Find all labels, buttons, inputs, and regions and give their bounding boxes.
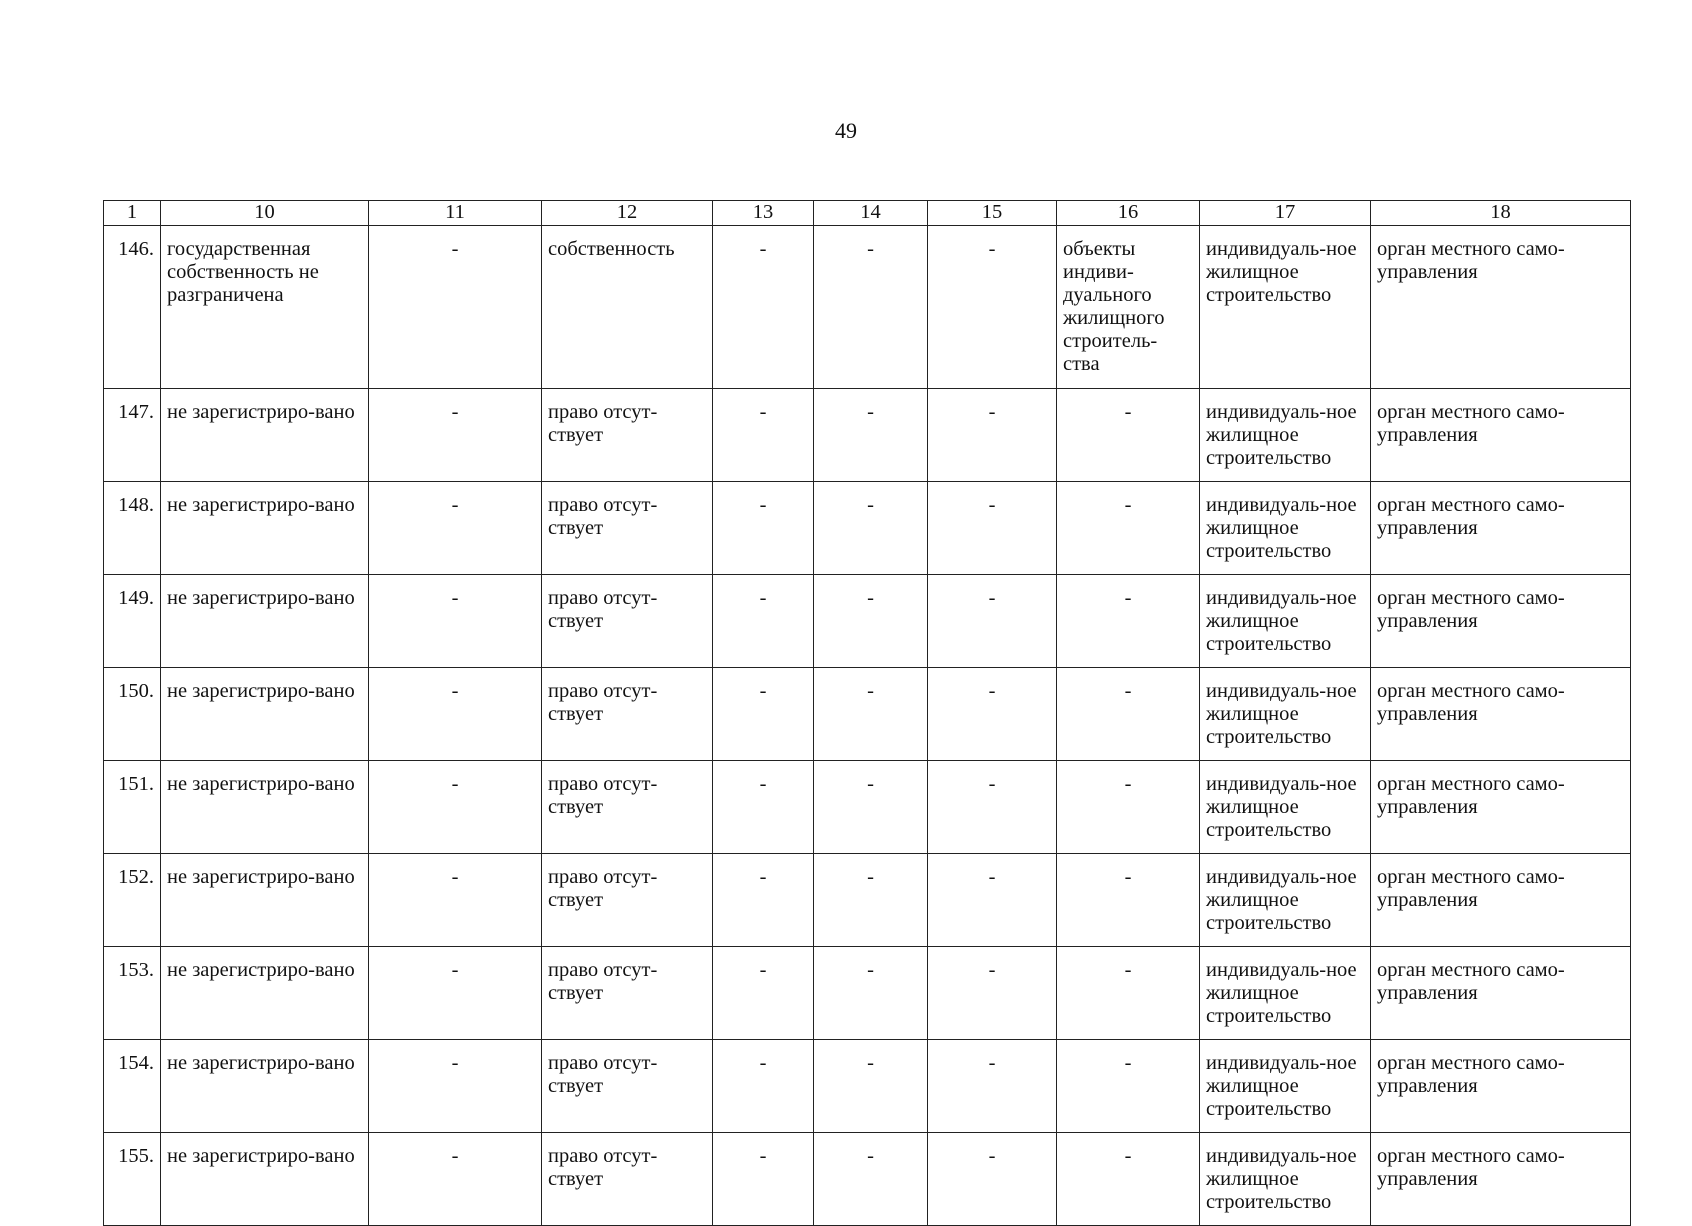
permitted-use-cell: индивидуаль-ное жилищное строительство xyxy=(1200,947,1371,1040)
row-number: 151. xyxy=(104,761,161,854)
registration-status-cell: не зарегистриро-вано xyxy=(161,854,369,947)
authority-cell: орган местного само-управления xyxy=(1371,389,1631,482)
column-15-cell: - xyxy=(928,1133,1057,1226)
authority-cell: орган местного само-управления xyxy=(1371,947,1631,1040)
registration-status-cell: не зарегистриро-вано xyxy=(161,761,369,854)
right-type-cell: право отсут-ствует xyxy=(542,575,713,668)
authority-cell: орган местного само-управления xyxy=(1371,854,1631,947)
permitted-use-cell: индивидуаль-ное жилищное строительство xyxy=(1200,761,1371,854)
data-table xyxy=(103,200,1631,1226)
column-header: 14 xyxy=(814,201,928,226)
right-type-cell: право отсут-ствует xyxy=(542,1133,713,1226)
row-number: 155. xyxy=(104,1133,161,1226)
row-number: 154. xyxy=(104,1040,161,1133)
column-14-cell: - xyxy=(814,668,928,761)
registration-status-cell: не зарегистриро-вано xyxy=(161,482,369,575)
column-15-cell: - xyxy=(928,482,1057,575)
column-15-cell: - xyxy=(928,854,1057,947)
column-13-cell: - xyxy=(713,226,814,389)
row-number: 146. xyxy=(104,226,161,389)
registration-status-cell: не зарегистриро-вано xyxy=(161,1133,369,1226)
column-15-cell: - xyxy=(928,1040,1057,1133)
column-15-cell: - xyxy=(928,947,1057,1040)
registration-status-cell: не зарегистриро-вано xyxy=(161,947,369,1040)
column-13-cell: - xyxy=(713,668,814,761)
column-14-cell: - xyxy=(814,389,928,482)
permitted-use-cell: индивидуаль-ное жилищное строительство xyxy=(1200,668,1371,761)
column-13-cell: - xyxy=(713,575,814,668)
authority-cell: орган местного само-управления xyxy=(1371,1040,1631,1133)
column-15-cell: - xyxy=(928,668,1057,761)
column-13-cell: - xyxy=(713,1133,814,1226)
column-14-cell: - xyxy=(814,947,928,1040)
right-type-cell: право отсут-ствует xyxy=(542,761,713,854)
table-row xyxy=(104,389,1631,482)
permitted-use-cell: индивидуаль-ное жилищное строительство xyxy=(1200,226,1371,389)
column-header: 18 xyxy=(1371,201,1631,226)
authority-cell: орган местного само-управления xyxy=(1371,226,1631,389)
authority-cell: орган местного само-управления xyxy=(1371,1133,1631,1226)
permitted-use-cell: индивидуаль-ное жилищное строительство xyxy=(1200,854,1371,947)
column-16-cell: - xyxy=(1057,854,1200,947)
column-14-cell: - xyxy=(814,761,928,854)
column-15-cell: - xyxy=(928,226,1057,389)
column-14-cell: - xyxy=(814,1040,928,1133)
table-row xyxy=(104,482,1631,575)
column-16-cell: - xyxy=(1057,761,1200,854)
column-11-cell: - xyxy=(369,482,542,575)
column-11-cell: - xyxy=(369,947,542,1040)
permitted-use-cell: индивидуаль-ное жилищное строительство xyxy=(1200,575,1371,668)
column-16-cell: - xyxy=(1057,575,1200,668)
table-body xyxy=(104,226,1631,1226)
row-number: 150. xyxy=(104,668,161,761)
column-header: 12 xyxy=(542,201,713,226)
registration-status-cell: государственная собственность не разграничена xyxy=(161,226,369,389)
column-16-cell: - xyxy=(1057,482,1200,575)
column-16-cell: объекты индиви-дуального жилищного строитель-ства xyxy=(1057,226,1200,389)
table-row xyxy=(104,1133,1631,1226)
row-number: 148. xyxy=(104,482,161,575)
row-number: 152. xyxy=(104,854,161,947)
column-header: 17 xyxy=(1200,201,1371,226)
column-header: 15 xyxy=(928,201,1057,226)
column-header: 11 xyxy=(369,201,542,226)
column-15-cell: - xyxy=(928,389,1057,482)
table-row xyxy=(104,947,1631,1040)
permitted-use-cell: индивидуаль-ное жилищное строительство xyxy=(1200,1040,1371,1133)
right-type-cell: собственность xyxy=(542,226,713,389)
table-row xyxy=(104,1040,1631,1133)
table-row xyxy=(104,854,1631,947)
permitted-use-cell: индивидуаль-ное жилищное строительство xyxy=(1200,1133,1371,1226)
right-type-cell: право отсут-ствует xyxy=(542,668,713,761)
column-13-cell: - xyxy=(713,1040,814,1133)
authority-cell: орган местного само-управления xyxy=(1371,482,1631,575)
registration-status-cell: не зарегистриро-вано xyxy=(161,668,369,761)
authority-cell: орган местного само-управления xyxy=(1371,575,1631,668)
authority-cell: орган местного само-управления xyxy=(1371,668,1631,761)
row-number: 149. xyxy=(104,575,161,668)
right-type-cell: право отсут-ствует xyxy=(542,1040,713,1133)
right-type-cell: право отсут-ствует xyxy=(542,947,713,1040)
table-row xyxy=(104,575,1631,668)
column-16-cell: - xyxy=(1057,389,1200,482)
registration-status-cell: не зарегистриро-вано xyxy=(161,1040,369,1133)
column-11-cell: - xyxy=(369,1040,542,1133)
column-header: 13 xyxy=(713,201,814,226)
right-type-cell: право отсут-ствует xyxy=(542,854,713,947)
column-13-cell: - xyxy=(713,482,814,575)
column-13-cell: - xyxy=(713,761,814,854)
column-13-cell: - xyxy=(713,947,814,1040)
permitted-use-cell: индивидуаль-ное жилищное строительство xyxy=(1200,482,1371,575)
column-header: 1 xyxy=(104,201,161,226)
column-16-cell: - xyxy=(1057,668,1200,761)
header-row xyxy=(104,201,1631,226)
registration-status-cell: не зарегистриро-вано xyxy=(161,575,369,668)
permitted-use-cell: индивидуаль-ное жилищное строительство xyxy=(1200,389,1371,482)
table-row xyxy=(104,226,1631,389)
column-11-cell: - xyxy=(369,1133,542,1226)
column-header: 10 xyxy=(161,201,369,226)
column-14-cell: - xyxy=(814,482,928,575)
column-11-cell: - xyxy=(369,575,542,668)
column-header: 16 xyxy=(1057,201,1200,226)
column-15-cell: - xyxy=(928,575,1057,668)
column-13-cell: - xyxy=(713,389,814,482)
column-14-cell: - xyxy=(814,854,928,947)
right-type-cell: право отсут-ствует xyxy=(542,482,713,575)
right-type-cell: право отсут-ствует xyxy=(542,389,713,482)
column-13-cell: - xyxy=(713,854,814,947)
column-16-cell: - xyxy=(1057,1040,1200,1133)
registration-status-cell: не зарегистриро-вано xyxy=(161,389,369,482)
page-number: 49 xyxy=(835,118,857,143)
column-16-cell: - xyxy=(1057,947,1200,1040)
column-14-cell: - xyxy=(814,575,928,668)
column-16-cell: - xyxy=(1057,1133,1200,1226)
column-14-cell: - xyxy=(814,1133,928,1226)
authority-cell: орган местного само-управления xyxy=(1371,761,1631,854)
column-11-cell: - xyxy=(369,668,542,761)
column-11-cell: - xyxy=(369,226,542,389)
column-11-cell: - xyxy=(369,761,542,854)
table-row xyxy=(104,761,1631,854)
row-number: 147. xyxy=(104,389,161,482)
column-15-cell: - xyxy=(928,761,1057,854)
column-11-cell: - xyxy=(369,854,542,947)
table-row xyxy=(104,668,1631,761)
column-11-cell: - xyxy=(369,389,542,482)
row-number: 153. xyxy=(104,947,161,1040)
column-14-cell: - xyxy=(814,226,928,389)
